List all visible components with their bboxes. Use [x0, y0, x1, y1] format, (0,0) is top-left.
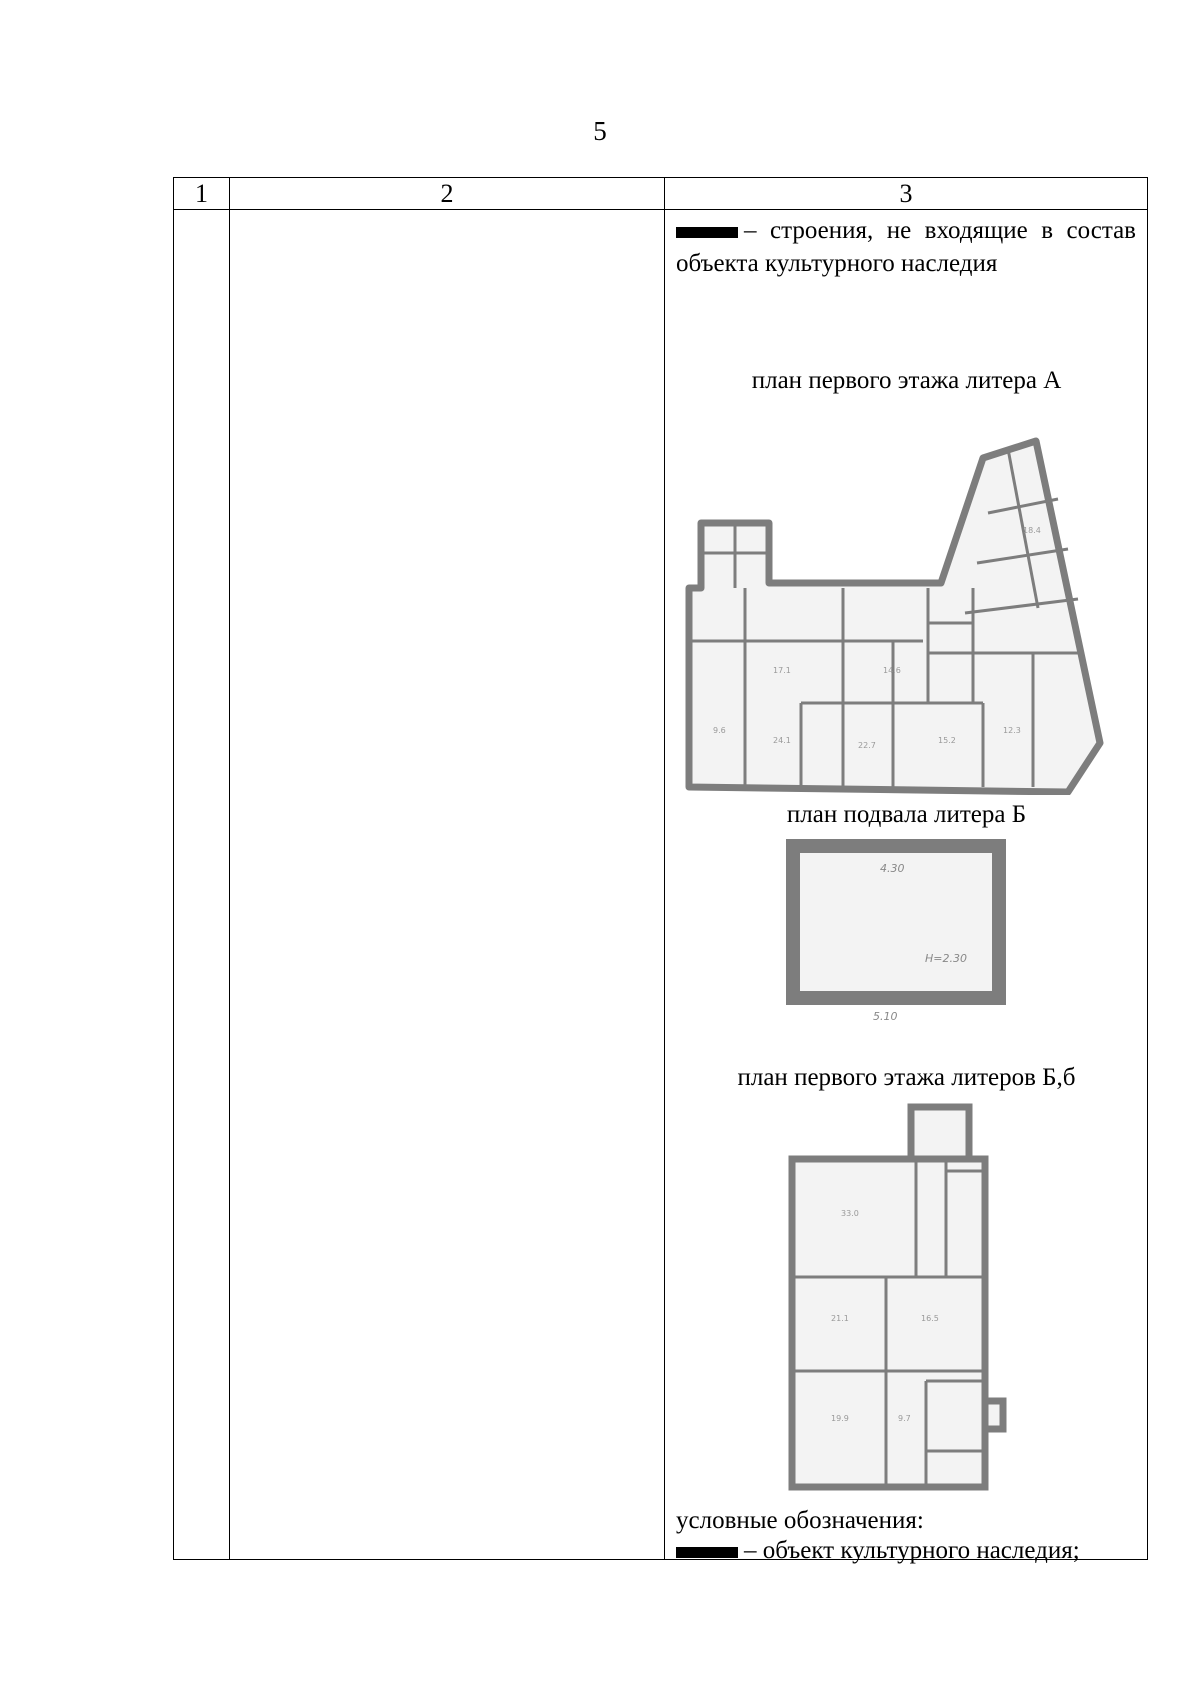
svg-text:16.5: 16.5	[921, 1314, 939, 1323]
svg-text:22.7: 22.7	[858, 741, 876, 750]
cell-column-3	[665, 210, 1148, 1564]
cell-column-2	[230, 210, 665, 1560]
legend-heritage-object	[676, 1536, 1080, 1566]
column-header-1: 1	[174, 178, 230, 210]
legend-title: условные обозначения:	[676, 1507, 924, 1534]
floor-plan-litera-a-image	[683, 403, 1133, 795]
page-number: 5	[593, 116, 607, 146]
basement-plan-litera-b-image	[785, 838, 1015, 1028]
legend-black-bar-icon	[676, 227, 738, 238]
legend-heritage-text: – объект культурного наследия;	[744, 1537, 1080, 1564]
svg-text:9.6: 9.6	[713, 726, 726, 735]
caption-plan-first-floor-a: план первого этажа литера А	[751, 367, 1062, 394]
svg-text:18.4: 18.4	[1023, 526, 1041, 535]
svg-text:9.7: 9.7	[898, 1414, 911, 1423]
caption-plan-basement-b: план подвала литера Б	[786, 801, 1027, 828]
cell-column-1	[174, 210, 230, 1560]
svg-text:19.9: 19.9	[831, 1414, 849, 1423]
svg-text:5.10: 5.10	[873, 1010, 898, 1023]
svg-text:4.30: 4.30	[880, 862, 905, 875]
document-table	[173, 177, 1148, 1564]
svg-text:H=2.30: H=2.30	[925, 952, 967, 965]
floor-plan-litera-bb-image	[786, 1101, 1026, 1497]
svg-text:14.6: 14.6	[883, 666, 901, 675]
svg-text:15.2: 15.2	[938, 736, 956, 745]
column-header-2: 2	[230, 178, 665, 210]
legend-non-heritage-text: – строения, не входящие в состав объекта культурного наследия	[676, 217, 1136, 277]
svg-text:33.0: 33.0	[841, 1209, 859, 1218]
table-header-row	[174, 178, 1148, 210]
caption-plan-first-floor-bb: план первого этажа литеров Б,б	[737, 1064, 1076, 1091]
legend-black-bar-icon	[676, 1547, 738, 1558]
table-body-row	[174, 210, 1148, 1560]
svg-text:21.1: 21.1	[831, 1314, 849, 1323]
svg-text:12.3: 12.3	[1003, 726, 1021, 735]
svg-text:24.1: 24.1	[773, 736, 791, 745]
svg-text:17.1: 17.1	[773, 666, 791, 675]
column-header-3: 3	[665, 178, 1148, 210]
legend-non-heritage-buildings	[676, 214, 1136, 280]
